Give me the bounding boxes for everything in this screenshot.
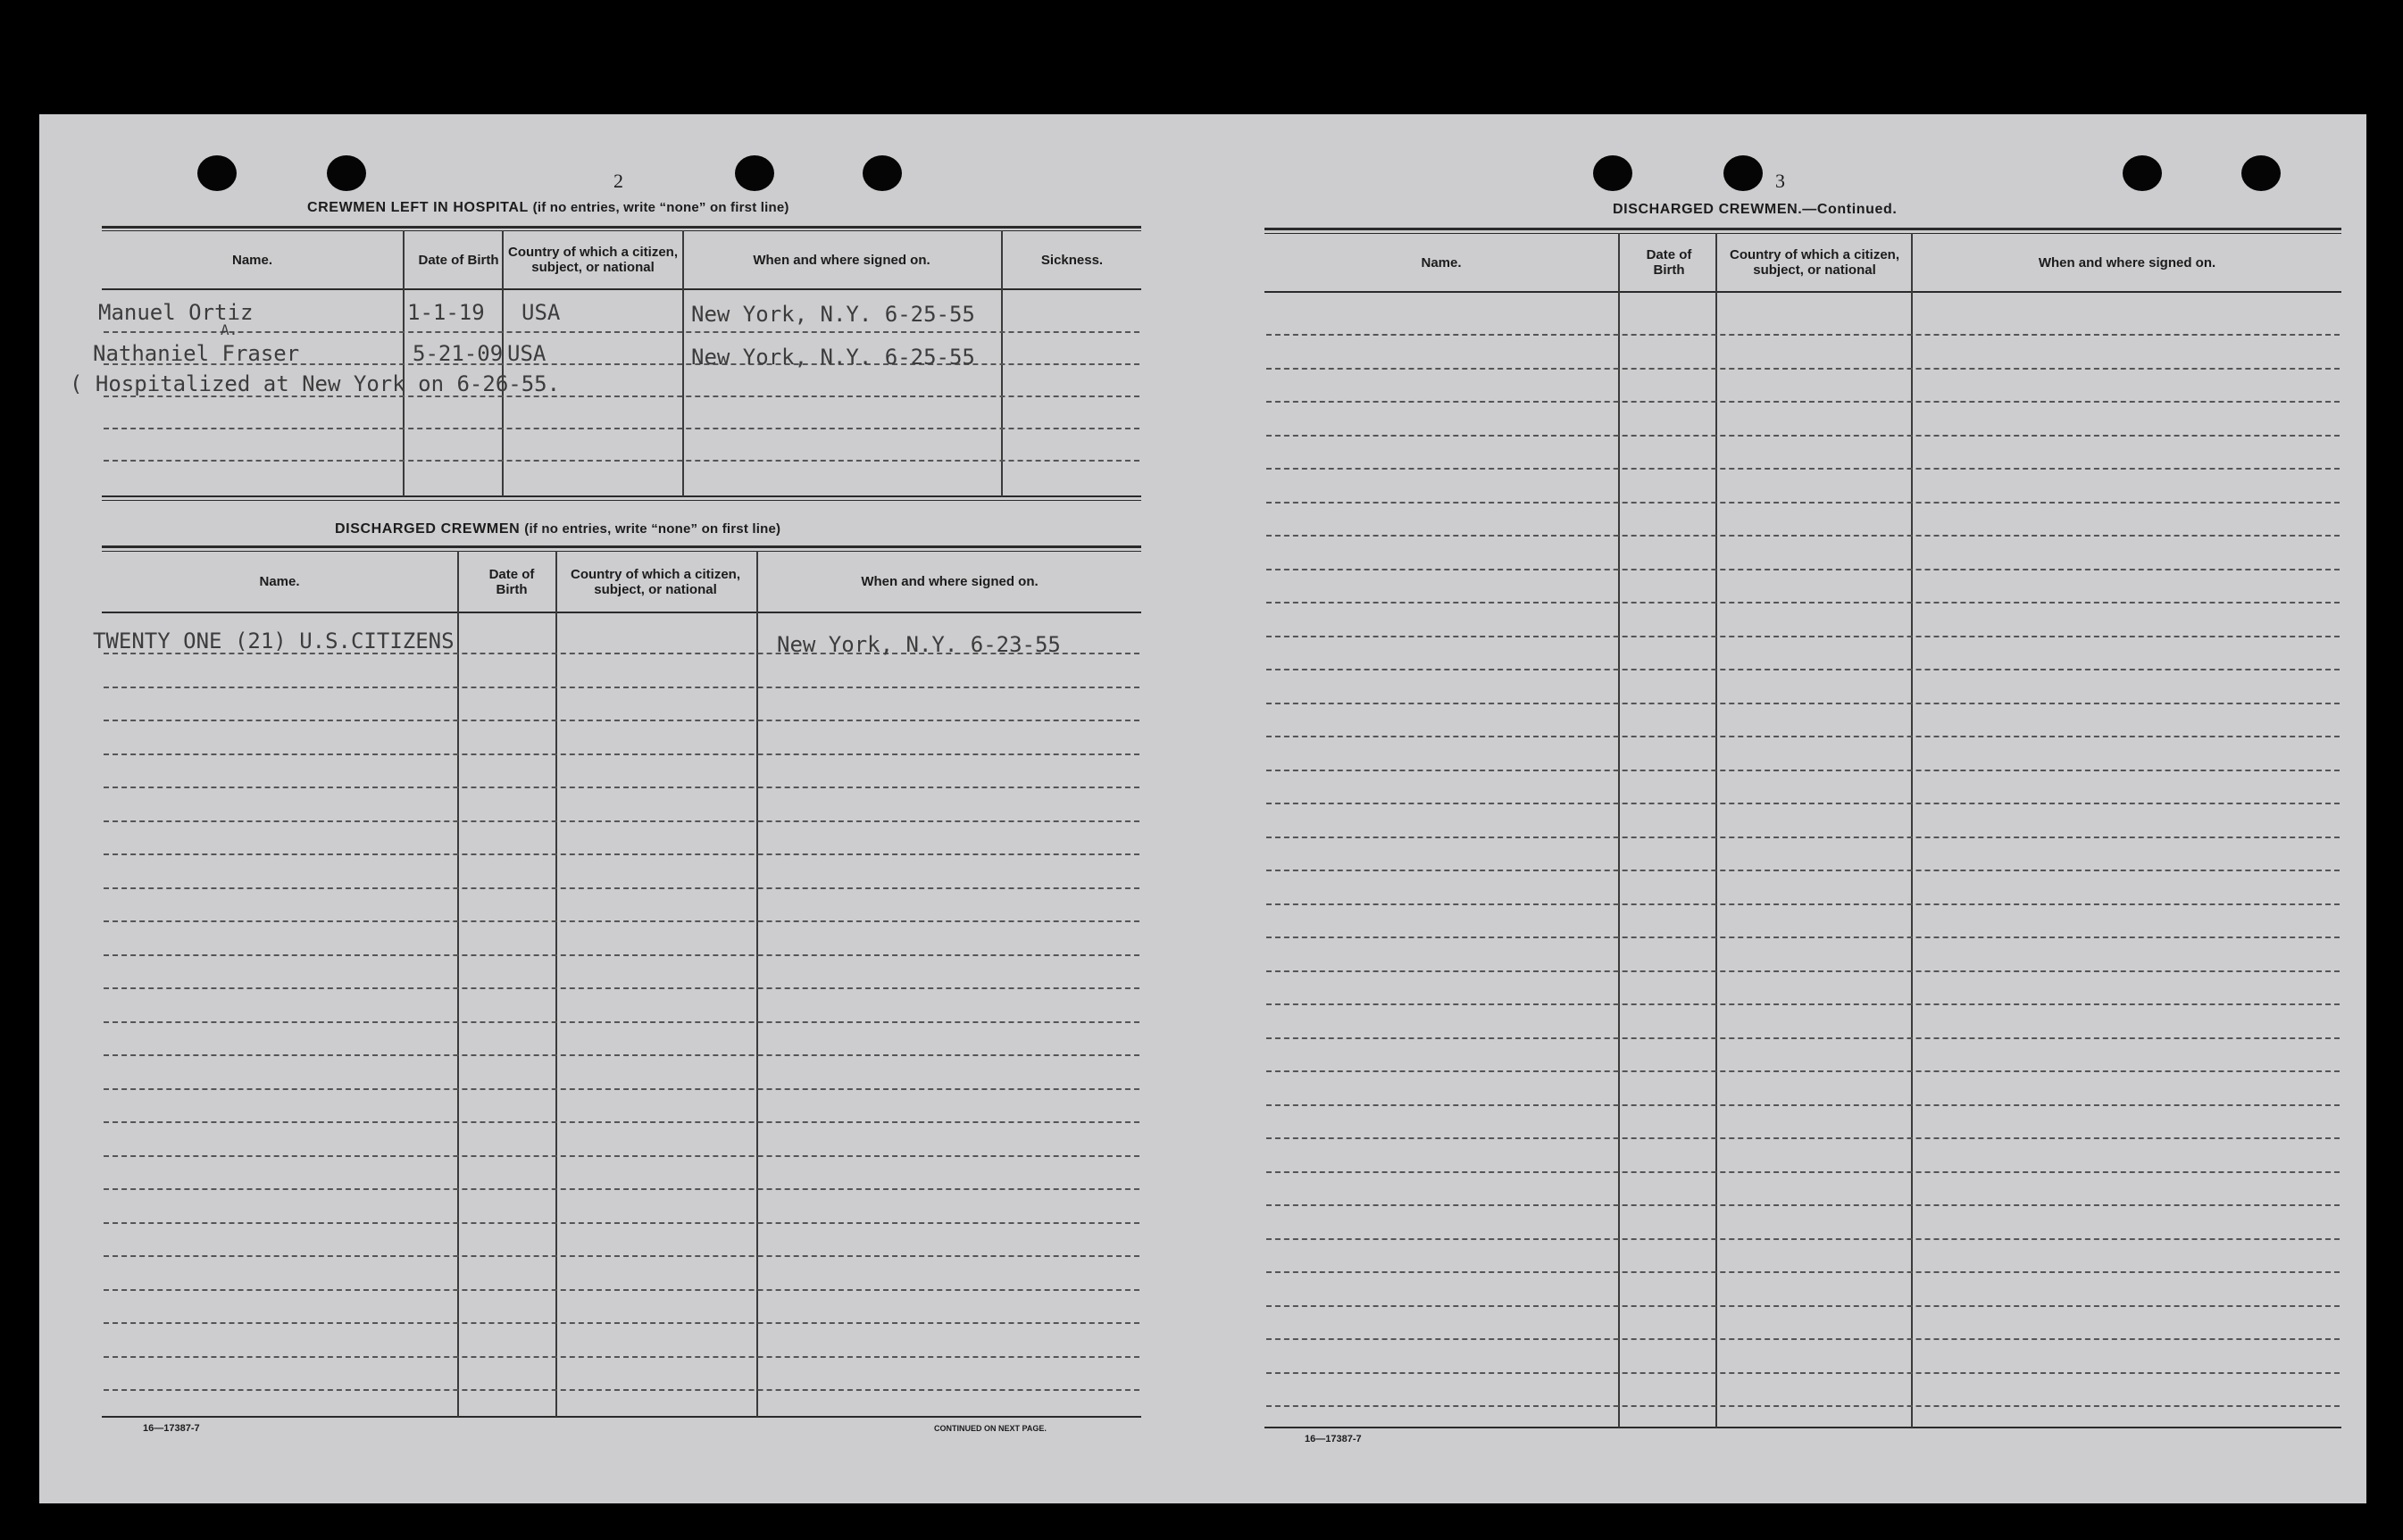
dotted-line: [104, 720, 1139, 721]
discharged-row-1-name: TWENTY ONE (21) U.S.CITIZENS: [93, 628, 455, 653]
hospital-row-1-signed-on: New York, N.Y. 6-25-55: [691, 302, 975, 327]
dotted-line: [104, 753, 1139, 755]
punch-hole: [735, 155, 774, 191]
dotted-line: [104, 853, 1139, 855]
dotted-line: [104, 820, 1139, 822]
dotted-line: [1266, 569, 2340, 570]
dotted-line: [1266, 1204, 2340, 1206]
punch-hole: [2123, 155, 2162, 191]
right-section-title: DISCHARGED CREWMEN.—Continued.: [1613, 202, 1898, 217]
dotted-line: [1266, 837, 2340, 838]
dotted-line: [1266, 1238, 2340, 1240]
hospital-initial-mark: A.: [221, 321, 238, 338]
discharged-col-name: Name.: [259, 574, 300, 589]
discharged-section-title: [335, 521, 780, 537]
dotted-line: [104, 1188, 1139, 1190]
discharged-col-signed-on: When and where signed on.: [861, 574, 1039, 589]
dotted-line: [1266, 1037, 2340, 1039]
dotted-line: [1266, 1338, 2340, 1340]
hospital-row-1-name: Manuel Ortiz: [98, 300, 254, 325]
dotted-line: [104, 1054, 1139, 1056]
dotted-line: [104, 1021, 1139, 1023]
right-col-name: Name.: [1421, 254, 1462, 271]
right-col-signed-on: When and where signed on.: [2038, 254, 2216, 271]
dotted-line: [104, 1289, 1139, 1291]
dotted-line: [104, 1088, 1139, 1090]
hospital-col-signed-on: When and where signed on.: [753, 252, 930, 268]
dotted-line: [1266, 602, 2340, 604]
dotted-line: [1266, 903, 2340, 905]
dotted-line: [1266, 502, 2340, 504]
dotted-line: [1266, 368, 2340, 370]
punch-hole: [327, 155, 366, 191]
dotted-line: [104, 987, 1139, 989]
discharged-row-1-signed-on: New York, N.Y. 6-23-55: [777, 632, 1061, 657]
hospital-col-name: Name.: [231, 252, 273, 268]
punch-hole: [197, 155, 237, 191]
hospital-row-2-dob: 5-21-09: [413, 341, 504, 366]
dotted-line: [104, 1322, 1139, 1324]
hospital-row-1-dob: 1-1-19: [407, 300, 485, 325]
dotted-line: [1266, 636, 2340, 637]
dotted-line: [1266, 535, 2340, 537]
document-sheet: [39, 114, 2366, 1503]
dotted-line: [1266, 970, 2340, 972]
hospital-title-note: (if no entries, write “none” on first line): [532, 200, 789, 215]
left-page-number: 2: [613, 170, 623, 192]
dotted-line: [104, 1155, 1139, 1157]
hospital-row-1-country: USA: [521, 300, 561, 325]
hospital-col-dob: Date of Birth: [418, 252, 499, 268]
discharged-col-dob: Date of Birth: [488, 566, 535, 597]
dotted-line: [1266, 1305, 2340, 1307]
right-page-number: 3: [1775, 170, 1785, 192]
dotted-line: [104, 1389, 1139, 1391]
dotted-line: [104, 787, 1139, 788]
discharged-title-note: (if no entries, write “none” on first line): [524, 521, 781, 537]
right-col-country: Country of which a citizen, subject, or national: [1729, 247, 1899, 278]
dotted-line: [104, 1356, 1139, 1358]
punch-hole: [1723, 155, 1763, 191]
dotted-line: [1266, 1137, 2340, 1139]
discharged-col-country: Country of which a citizen, subject, or national: [570, 566, 740, 597]
right-form-number: 16—17387-7: [1305, 1434, 1362, 1444]
hospital-title: CREWMEN LEFT IN HOSPITAL: [307, 200, 529, 215]
dotted-line: [104, 1222, 1139, 1224]
right-col-dob: Date of Birth: [1646, 247, 1692, 278]
punch-hole: [2241, 155, 2281, 191]
hospital-note-line: ( Hospitalized at New York on 6-26-55.: [70, 371, 561, 396]
dotted-line: [1266, 870, 2340, 871]
hospital-row-2-name: Nathaniel Fraser: [93, 341, 300, 366]
dotted-line: [1266, 770, 2340, 771]
dotted-line: [1266, 1070, 2340, 1072]
dotted-line: [1266, 1271, 2340, 1273]
continued-note: CONTINUED ON NEXT PAGE.: [934, 1424, 1047, 1433]
dotted-line: [1266, 1104, 2340, 1106]
dotted-line: [1266, 435, 2340, 437]
dotted-line: [1266, 468, 2340, 470]
dotted-line: [104, 1255, 1139, 1257]
hospital-col-country: Country of which a citizen, subject, or national: [507, 245, 678, 275]
dotted-line: [1266, 936, 2340, 938]
dotted-line: [104, 1121, 1139, 1123]
dotted-line: [1266, 803, 2340, 804]
dotted-line: [1266, 669, 2340, 670]
dotted-line: [1266, 1003, 2340, 1005]
dotted-line: [1266, 736, 2340, 737]
hospital-row-2-signed-on: New York, N.Y. 6-25-55: [691, 345, 975, 370]
dotted-line: [104, 954, 1139, 956]
dotted-line: [1266, 334, 2340, 336]
hospital-row-2-country: USA: [507, 341, 547, 366]
discharged-title: DISCHARGED CREWMEN: [335, 521, 521, 537]
dotted-line: [104, 887, 1139, 889]
dotted-line: [104, 687, 1139, 688]
punch-hole: [863, 155, 902, 191]
dotted-line: [1266, 703, 2340, 704]
left-form-number: 16—17387-7: [143, 1423, 200, 1434]
dotted-line: [104, 920, 1139, 922]
dotted-line: [1266, 1372, 2340, 1374]
dotted-line: [1266, 1405, 2340, 1407]
dotted-line: [1266, 1171, 2340, 1173]
dotted-line: [1266, 401, 2340, 403]
hospital-col-sickness: Sickness.: [1040, 252, 1104, 268]
hospital-section-title: [307, 200, 789, 216]
punch-hole: [1593, 155, 1632, 191]
